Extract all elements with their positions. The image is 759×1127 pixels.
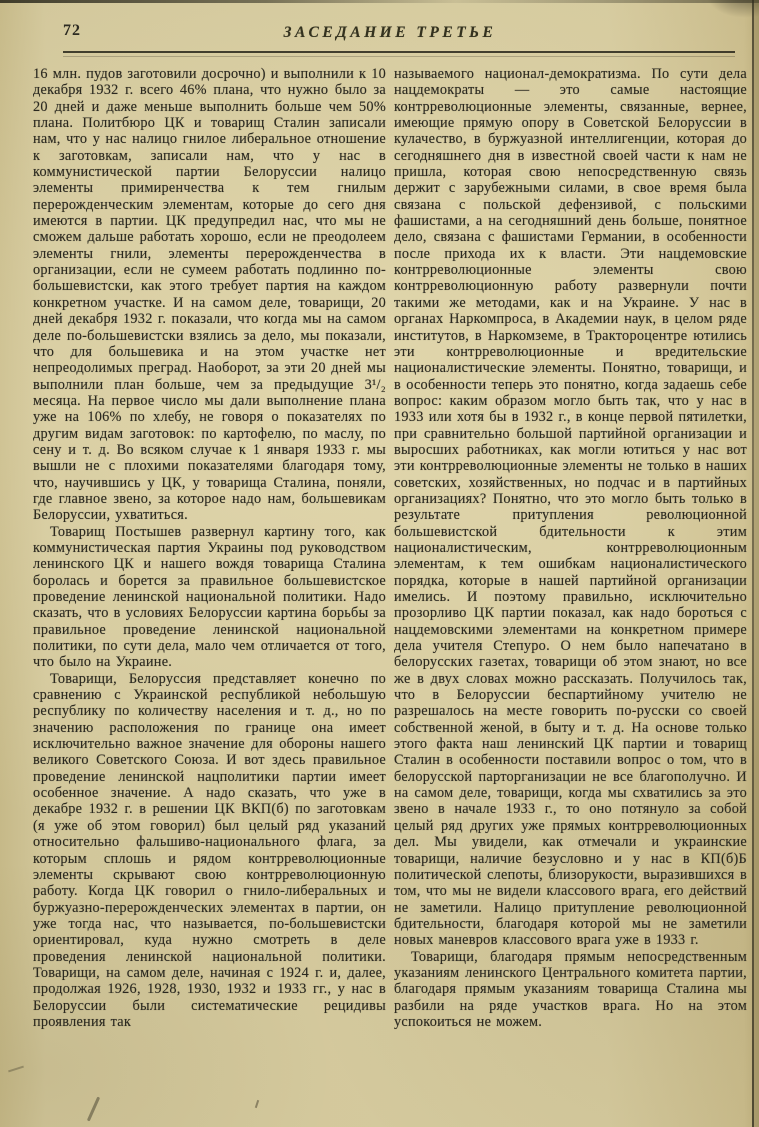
page-number: 72 xyxy=(63,22,81,39)
scan-edge-right-line xyxy=(752,0,754,1127)
running-title: ЗАСЕДАНИЕ ТРЕТЬЕ xyxy=(283,24,497,41)
left-column xyxy=(33,66,386,1116)
paragraph-continuation: 16 млн. пудов заготовили досрочно) и выполнили к 10 декабря 1932 г. всего 46% плана, что нужно было за 20 дней и даже меньше выполнить больше чем 50% плана. Политбюро ЦК и товарищ Сталин записали нам, что у нас налицо гнилое либеральное отношение к заготовкам, записали нам, что у нас в коммунистической партии Белоруссии налицо элементы примиренчества к тем гнилым перерожденческим элементам, которые до сего дня имеются в партии. ЦК предупредил нас, что мы не сможем дальше работать хорошо, если не преодолеем элементы гнили, элементы перерожденчества в организации, если не сумеем работать подлинно по-большевистски, как этого требует партия на каждом конкретном участке. И на самом деле, товарищи, 20 дней декабря 1932 г. показали, что когда мы на самом деле по-большевистски взялись за дело, мы показали, что для большевика и на этом участке нет непреодолимых преград. Наоборот, за эти 20 дней мы выполнили план больше, чем за предыдущие 3¹/₂ месяца. На первое число мы дали выполнение плана уже на 106% по хлебу, не говоря о показателях по другим видам заготовок: по картофелю, по маслу, по сену и т. д. Во всяком случае к 1 января 1933 г. мы вышли не с плохими показателями благодаря тому, что, научившись у ЦК, у товарища Сталина, поняли, где главное звено, за которое надо нам, большевикам Белоруссии, ухватиться. xyxy=(33,66,386,524)
paragraph: Товарищи, Белоруссия представляет конечно по сравнению с Украинской республикой небольшую республику по количеству населения и т. д., но по значению расположения по границе она имеет исключительно важное значение для обороны нашего великого Советского Союза. И вот здесь правильное проведение ленинской нацполитики партии имеет особенное значение. А надо сказать, что уже в декабре 1932 г. в решении ЦК ВКП(б) по заготовкам (я уже об этом говорил) был целый ряд указаний относительно фальшиво-национального флага, за которым сплошь и рядом контрреволюционные элементы скрывают свою контрреволюционную работу. Когда ЦК говорил о гнило-либеральных и буржуазно-перерожденческих элементах в партии, он уже тогда нас, что называется, по-большевистски ориентировал, куда нужно смотреть в деле проведения ленинской национальной политики. Товарищи, на самом деле, начиная с 1924 г. и, далее, продолжая 1926, 1928, 1930, 1932 и 1933 гг., у нас в Белоруссии были систематические рецидивы проявления так xyxy=(33,670,386,1030)
scan-edge-top xyxy=(0,0,759,3)
scan-corner-smudge xyxy=(704,0,759,27)
pencil-mark xyxy=(8,1066,24,1073)
header-rule xyxy=(63,51,735,57)
two-column-text-block xyxy=(33,66,747,1116)
scan-edge-right-shade xyxy=(754,0,759,1127)
paragraph: Товарищи, благодаря прямым непосредственным указаниям ленинского Центрального комитета партии, благодаря прямым указаниям товарища Сталина мы разбили на ряде участков врага. Но на этом успокоиться не можем. xyxy=(394,948,747,1030)
paragraph-continuation: называемого национал-демократизма. По сути дела нацдемократы — это самые настоящие контрреволюционные элементы, связанные, вернее, имеющие прямую опору в Советской Белоруссии в кулачество, в буржуазной интеллигенции, которая до сегодняшнего дня в известной своей части к нам не пришла, которая свою непосредственную связь держит с зарубежными силами, в свое время была связана с польской дефензивой, с польскими фашистами, а на сегодняшний день больше, понятное дело, связана с фашистами Германии, в особенности после прихода их к власти. Эти нацдемовские контрреволюционные элементы свою контрреволюционную работу развернули почти такими же методами, как и на Украине. У нас в органах Наркомпроса, в Академии наук, в целом ряде институтов, в Наркомземе, в Трактороцентре ютились эти контрреволюционные и вредительские националистические элементы. Понятно, товарищи, и в особенности теперь это понятно, когда задаешь себе вопрос: каким образом могло быть так, что у нас в 1933 или хотя бы в 1932 г., в конце первой пятилетки, при сравнительно большой партийной организации и выросших работниках, как могли ютиться у нас вот эти контрреволюционные элементы не только в наших советских, хозяйственных, но подчас и в партийных организациях? Понятно, что это могло быть только в результате притупления революционной большевистской бдительности к этим националистическим, контрреволюционным элементам, к тем ошибкам националистического порядка, которые в нашей партийной организации имелись. И поэтому правильно, исключительно прозорливо ЦК партии показал, как надо бороться с нацдемовскими элементами на конкретном примере дела учителя Степуро. О нем было напечатано в белорусских газетах, товарищи об этом знают, но все же в двух словах можно рассказать. Получилось так, что в Белоруссии беспартийному учителю не разрешалось на месте говорить по-русски со своей собственной женой, в быту и т. д. На основе только этого факта наш ленинский ЦК партии и товарищ Сталин в особенности поставили вопрос о том, что в белорусской парторганизации не все благополучно. И на самом деле, товарищи, когда мы схватились за это звено в начале 1933 г., то оно потянуло за собой целый ряд других уже прямых контрреволюционных дел. Мы увидели, как отмечали и украинские товарищи, наличие безусловно и у нас в КП(б)Б политической слепоты, близорукости, выразившихся в том, что мы не видели классового врага, его действий не заметили. Налицо притупление революционной бдительности, благодаря которой мы не заметили новых маневров классового врага уже в 1933 г. xyxy=(394,66,747,949)
right-column xyxy=(394,66,747,1116)
paragraph: Товарищ Постышев развернул картину того, как коммунистическая партия Украины под руководством ленинского ЦК и нашего вождя товарища Сталина боролась и борется за правильное большевистское проведение ленинской национальной политики. Надо сказать, что в условиях Белоруссии картина борьбы за правильное проведение ленинской национальной политики, по сути дела, мало чем отличается от того, что было на Украине. xyxy=(33,523,386,671)
